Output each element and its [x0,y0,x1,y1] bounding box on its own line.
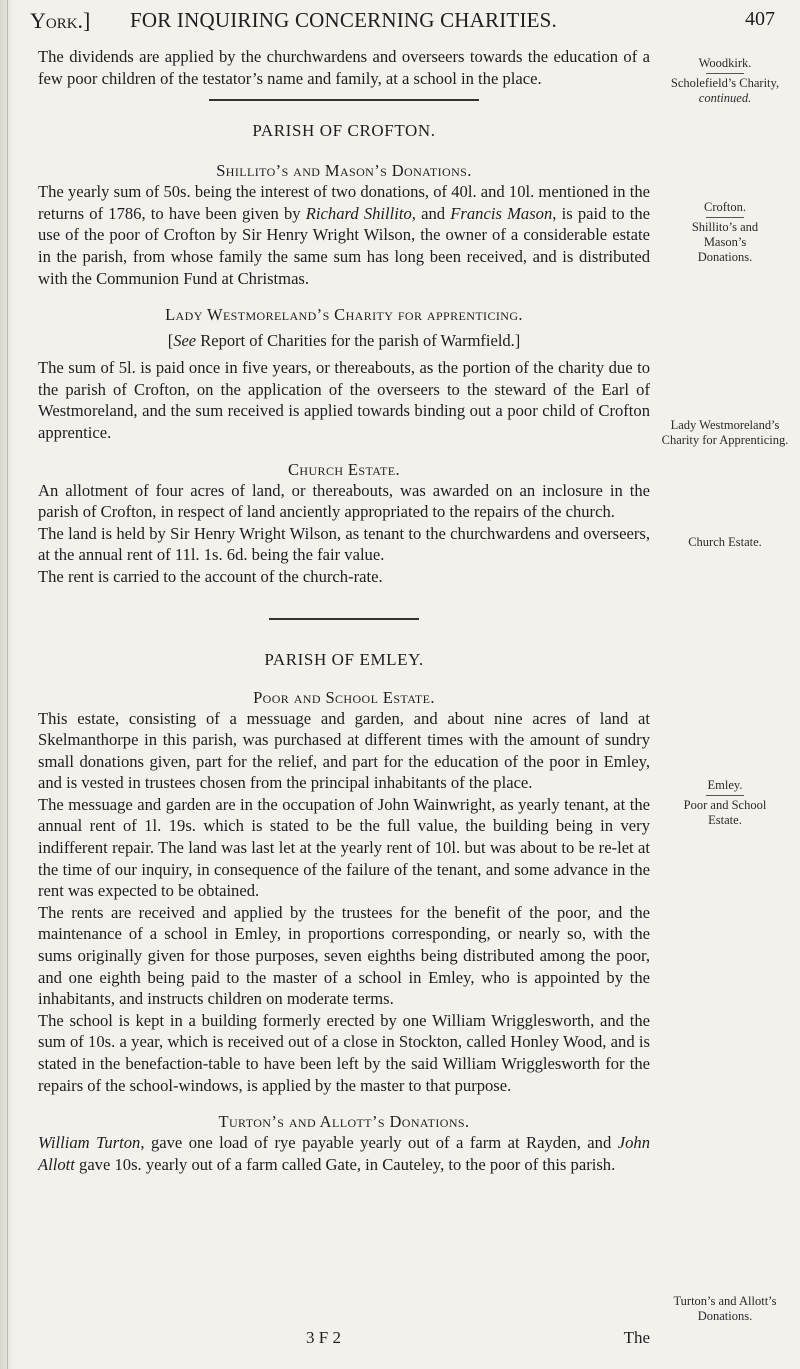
church-estate-heading: Church Estate. [288,459,400,479]
section-rule [269,618,419,620]
turton-heading: Turton’s and Allott’s Donations. [218,1112,470,1132]
page-footer [38,1328,650,1352]
section-rule [209,99,479,101]
margin-note-turton: Turton’s and Allott’s Donations. [673,1294,777,1323]
shillito-paragraph: The yearly sum of 50s. being the interest of two donations, of 40l. and 10l. mentioned in the returns of 1786, to have been given by Richard Shillito, and Francis Mason, is paid to the use of the poor of Crofton by Sir Henry Wright Wilson, the owner of a considerable estate in the parish, from whose family the same sum has long been received, and is distributed with the Communion Fund at Christmas. [38,182,650,288]
turton-paragraph: William Turton, gave one load of rye payable yearly out of a farm at Rayden, and John Allott gave 10s. yearly out of a farm called Gate, in Cauteley, to the poor of this parish. [38,1133,650,1174]
emley-title: PARISH OF EMLEY. [264,649,424,669]
running-header [30,8,775,38]
margin-note-woodkirk: Woodkirk. Scholefield’s Charity, continued. [670,56,780,105]
signature-mark: 3 F 2 [306,1328,341,1347]
intro-paragraph: The dividends are applied by the churchwardens and overseers towards the education of a few poor children of the testator’s name and family, at a school in the place. [38,47,650,88]
page-gutter [0,0,14,1369]
crofton-title: PARISH OF CROFTON. [252,121,436,141]
header-title: FOR INQUIRING CONCERNING CHARITIES. [130,8,557,32]
westmoreland-heading: Lady Westmoreland’s Charity for apprenticing. [165,305,523,325]
page-number: 407 [745,8,775,30]
westmoreland-paragraph: The sum of 5l. is paid once in five years, or thereabouts, as the portion of the charity due to the parish of Crofton, on the application of the overseers to the steward of the Earl of Westmoreland, and the sum received is applied towards binding out a poor child of Crofton apprentice. [38,358,650,442]
margin-note-crofton: Crofton. Shillito’s and Mason’s Donations. [691,200,759,264]
main-text [38,46,650,1175]
poor-school-paragraph-1: This estate, consisting of a messuage and garden, and about nine acres of land at Skelmanthorpe in this parish, was purchased at different times with the amount of sundry small donations given, part for the relief, and part for the education of the poor in Emley, and is vested in trustees chosen from the principal inhabitants of the place. [38,708,650,793]
shillito-heading: Shillito’s and Mason’s Donations. [216,161,472,181]
margin-note-emley: Emley. Poor and School Estate. [683,778,767,827]
poor-school-paragraph-2: The messuage and garden are in the occupation of John Wainwright, as yearly tenant, at the annual rent of 1l. 19s. which is stated to be the full value, the building being in very indifferent repair. The land was last let at the yearly rent of 10l. but was about to be re-let at the time of our inquiry, in consequence of the failure of the tenant, and some advance in the rent was expected to be obtained. [38,794,650,901]
see-reference: [See Report of Charities for the parish of Warmfield.] [167,331,521,351]
catchword: The [623,1328,650,1347]
poor-school-paragraph-3: The rents are received and applied by the trustees for the benefit of the poor, and the maintenance of a school in Emley, in proportions corresponding, or nearly so, with the sums originally given for those purposes, seven eighths being distributed among the poor, and one eighth being paid to the master of a school in Emley, who is appointed by the inhabitants, and instructs children on moderate terms. [38,902,650,1009]
church-estate-paragraph-3: The rent is carried to the account of the church-rate. [38,566,383,586]
margin-note-westmoreland: Lady Westmoreland’s Charity for Apprenticing. [661,418,789,447]
poor-school-paragraph-4: The school is kept in a building formerly erected by one William Wrigglesworth, and the sum of 10s. a year, which is received out of a close in Stockton, called Honley Wood, and is stated in the benefaction-table to have been left by the said William Wrigglesworth for the repairs of the school-windows, is applied by the master to that purpose. [38,1010,650,1095]
church-estate-paragraph-1: An allotment of four acres of land, or thereabouts, was awarded on an inclosure in the parish of Crofton, in respect of land anciently appropriated to the repairs of the church. [38,480,650,522]
header-county: York.] [30,8,91,33]
poor-school-heading: Poor and School Estate. [253,687,435,707]
margin-note-church-estate: Church Estate. [688,535,762,549]
church-estate-paragraph-2: The land is held by Sir Henry Wright Wilson, as tenant to the churchwardens and overseers, at the annual rent of 11l. 1s. 6d. being the fair value. [38,523,650,565]
